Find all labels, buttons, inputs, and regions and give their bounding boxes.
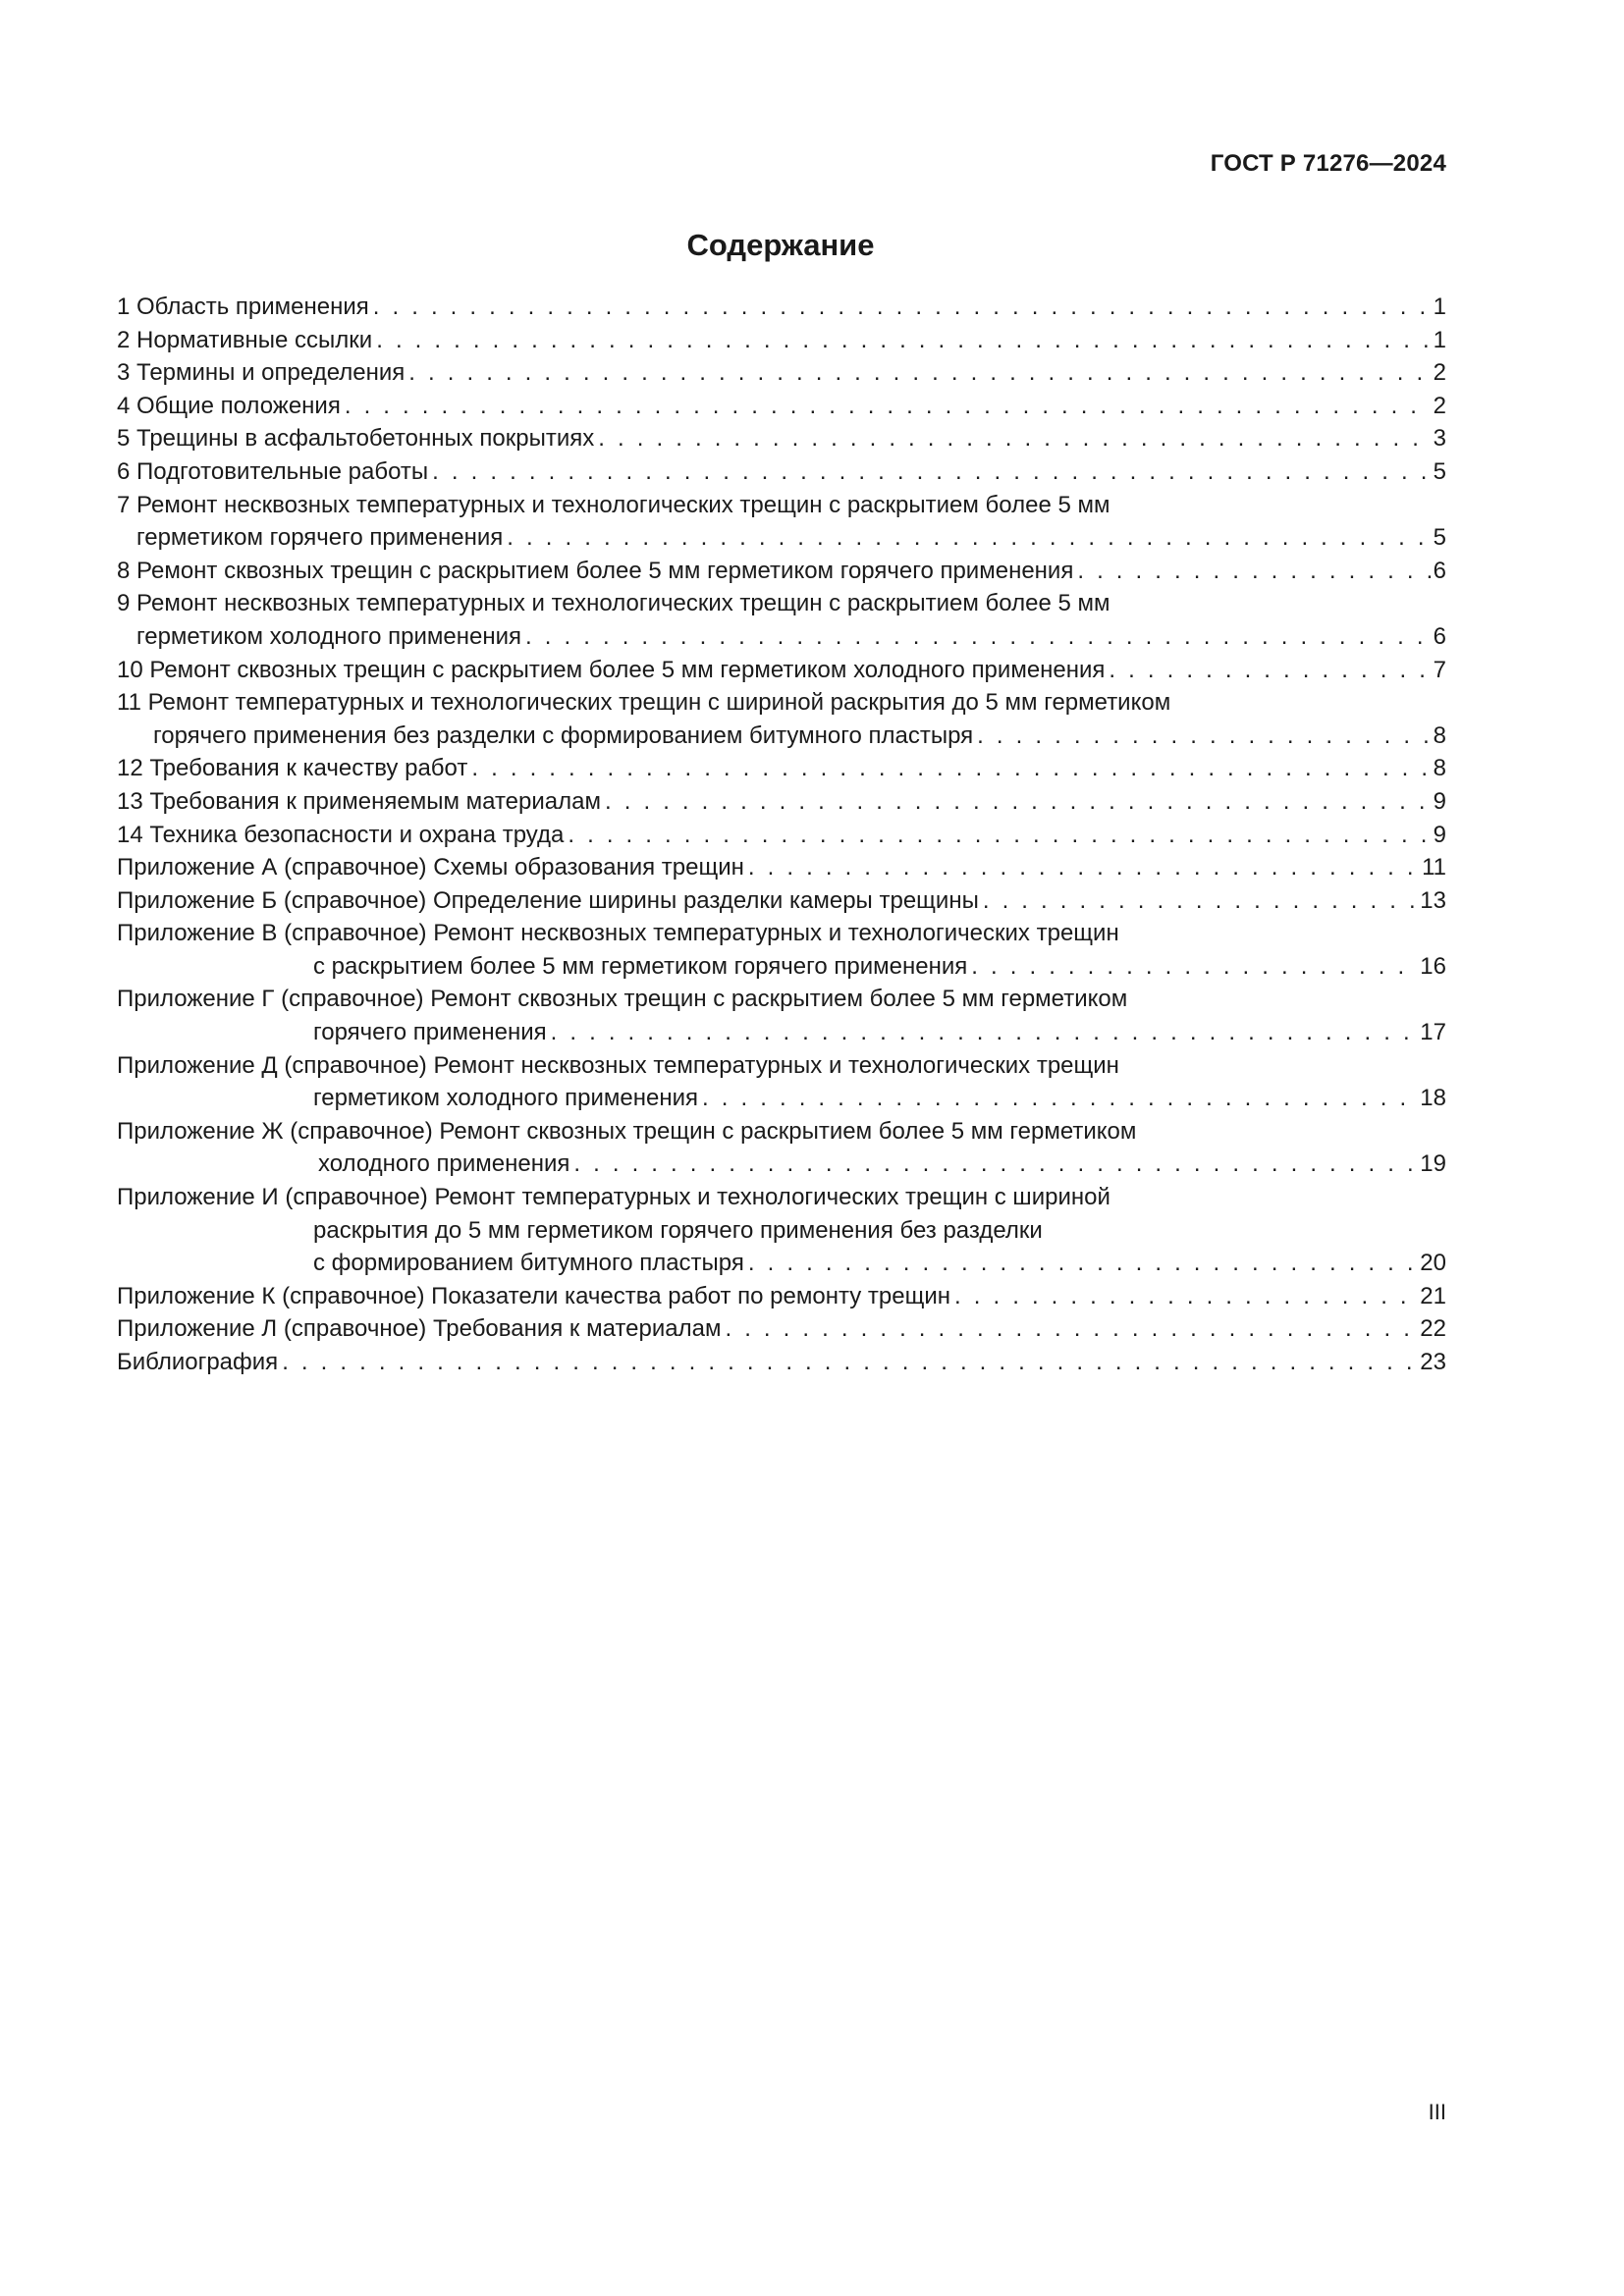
dot-leader [278, 1346, 1418, 1379]
toc-page-number: 19 [1420, 1150, 1446, 1178]
toc-page-number: 23 [1420, 1349, 1446, 1375]
toc-page-number: 17 [1420, 1019, 1446, 1046]
toc-page-number: 1 [1433, 294, 1446, 320]
toc-entry-3[interactable] [117, 356, 1446, 390]
toc-entry-text: 13 Требования к применяемым материалам [117, 787, 601, 815]
toc-entry-text: Приложение Б (справочное) Определение ширины разделки камеры трещины [117, 886, 979, 914]
standard-code: ГОСТ Р 71276—2024 [1210, 150, 1446, 177]
toc-entry-appendix-g[interactable] [117, 983, 1446, 1048]
toc-entry-1[interactable] [117, 291, 1446, 324]
toc-entry-text: 5 Трещины в асфальтобетонных покрытиях [117, 425, 595, 453]
dot-leader [594, 422, 1431, 455]
dot-leader [428, 455, 1431, 489]
toc-entry-appendix-b[interactable] [117, 884, 1446, 918]
toc-page-number: 5 [1433, 524, 1446, 552]
toc-entry-7[interactable] [117, 489, 1446, 555]
toc-page-number: 7 [1433, 656, 1446, 683]
toc-entry-text: Приложение Л (справочное) Требования к материалам [117, 1315, 722, 1343]
toc-entry-9[interactable] [117, 587, 1446, 653]
dot-leader [405, 356, 1431, 390]
toc-page-number: 13 [1420, 886, 1446, 914]
toc-page-number: 5 [1433, 457, 1446, 485]
toc-page-number: 6 [1433, 557, 1446, 584]
toc-entry-text: 1 Область применения [117, 294, 369, 320]
toc-page-number: 21 [1420, 1282, 1446, 1309]
toc-entry-text: Приложение И (справочное) Ремонт температурных и технологических трещин с шириной [117, 1184, 1110, 1211]
table-of-contents [117, 291, 1446, 1379]
toc-entry-11[interactable] [117, 686, 1446, 752]
toc-entry-text: 2 Нормативные ссылки [117, 326, 373, 353]
toc-entry-text-continued: холодного применения [318, 1150, 570, 1178]
toc-entry-2[interactable] [117, 324, 1446, 357]
toc-entry-text-continued: горячего применения [313, 1019, 547, 1046]
toc-page-number: 6 [1433, 622, 1446, 650]
page-number: III [1428, 2100, 1446, 2124]
toc-page-number: 18 [1420, 1085, 1446, 1112]
dot-leader [698, 1082, 1418, 1115]
toc-entry-text: Приложение К (справочное) Показатели качества работ по ремонту трещин [117, 1282, 950, 1309]
toc-entry-text: 14 Техника безопасности и охрана труда [117, 821, 565, 848]
dot-leader [721, 1312, 1418, 1346]
toc-entry-4[interactable] [117, 390, 1446, 423]
toc-entry-bibliography[interactable] [117, 1346, 1446, 1379]
page-title: Содержание [686, 228, 875, 262]
toc-entry-14[interactable] [117, 819, 1446, 852]
toc-entry-text: Приложение Д (справочное) Ремонт несквозных температурных и технологических трещин [117, 1051, 1119, 1079]
toc-page-number: 11 [1422, 854, 1446, 881]
dot-leader [521, 620, 1432, 654]
toc-page-number: 8 [1433, 721, 1446, 749]
toc-entry-appendix-v[interactable] [117, 917, 1446, 983]
dot-leader [973, 720, 1432, 753]
toc-entry-text: Приложение А (справочное) Схемы образования трещин [117, 854, 744, 881]
toc-entry-13[interactable] [117, 785, 1446, 819]
toc-page-number: 20 [1420, 1250, 1446, 1277]
toc-entry-text-continued: герметиком холодного применения [136, 622, 522, 650]
dot-leader [979, 884, 1418, 918]
toc-entry-text-continued: с формированием битумного пластыря [313, 1250, 744, 1277]
dot-leader [547, 1016, 1419, 1049]
toc-page-number: 9 [1433, 821, 1446, 848]
dot-leader [950, 1280, 1418, 1313]
toc-entry-text-continued: герметиком горячего применения [136, 524, 504, 552]
dot-leader [503, 521, 1431, 555]
toc-entry-text: 12 Требования к качеству работ [117, 755, 468, 782]
toc-entry-appendix-k[interactable] [117, 1280, 1446, 1313]
dot-leader [467, 752, 1431, 785]
dot-leader [341, 390, 1432, 423]
dot-leader [369, 291, 1432, 324]
toc-entry-appendix-l[interactable] [117, 1312, 1446, 1346]
toc-entry-appendix-a[interactable] [117, 851, 1446, 884]
toc-entry-text: 10 Ремонт сквозных трещин с раскрытием более 5 мм герметиком холодного применения [117, 656, 1106, 683]
toc-page-number: 8 [1433, 755, 1446, 782]
toc-entry-text: Приложение Г (справочное) Ремонт сквозных трещин с раскрытием более 5 мм герметиком [117, 986, 1128, 1013]
toc-entry-text: 9 Ремонт несквозных температурных и технологических трещин с раскрытием более 5 мм [117, 590, 1110, 617]
toc-entry-appendix-d[interactable] [117, 1049, 1446, 1115]
toc-entry-text: 4 Общие положения [117, 392, 341, 419]
toc-entry-8[interactable] [117, 555, 1446, 588]
toc-page-number: 2 [1433, 392, 1446, 419]
toc-page-number: 9 [1433, 787, 1446, 815]
toc-entry-text: Приложение Ж (справочное) Ремонт сквозных трещин с раскрытием более 5 мм герметиком [117, 1117, 1137, 1145]
toc-entry-12[interactable] [117, 752, 1446, 785]
toc-entry-text: 6 Подготовительные работы [117, 457, 429, 485]
toc-entry-text: 11 Ремонт температурных и технологических трещин с шириной раскрытия до 5 мм герметиком [117, 689, 1171, 717]
toc-entry-text: 7 Ремонт несквозных температурных и технологических трещин с раскрытием более 5 мм [117, 491, 1110, 518]
toc-page-number: 3 [1433, 425, 1446, 453]
toc-entry-text-continued: раскрытия до 5 мм герметиком горячего применения без разделки [313, 1216, 1043, 1244]
toc-entry-10[interactable] [117, 654, 1446, 687]
dot-leader [744, 1247, 1418, 1280]
toc-entry-appendix-zh[interactable] [117, 1115, 1446, 1181]
dot-leader [601, 785, 1432, 819]
dot-leader [372, 324, 1431, 357]
dot-leader [569, 1148, 1418, 1181]
dot-leader [744, 851, 1420, 884]
dot-leader [1073, 555, 1431, 588]
toc-entry-text-continued: с раскрытием более 5 мм герметиком горячего применения [313, 952, 968, 980]
toc-entry-text: Библиография [117, 1349, 279, 1375]
toc-entry-text: Приложение В (справочное) Ремонт несквозных температурных и технологических трещин [117, 920, 1119, 947]
dot-leader [967, 950, 1418, 984]
toc-page-number: 1 [1433, 326, 1446, 353]
toc-entry-appendix-i[interactable] [117, 1181, 1446, 1280]
toc-entry-text-continued: горячего применения без разделки с формированием битумного пластыря [153, 721, 974, 749]
dot-leader [1105, 654, 1431, 687]
toc-page-number: 16 [1420, 952, 1446, 980]
toc-page-number: 22 [1420, 1315, 1446, 1343]
dot-leader [564, 819, 1431, 852]
toc-entry-6[interactable] [117, 455, 1446, 489]
toc-entry-text: 3 Термины и определения [117, 359, 406, 387]
toc-entry-text: 8 Ремонт сквозных трещин с раскрытием более 5 мм герметиком горячего применения [117, 557, 1074, 584]
toc-entry-text-continued: герметиком холодного применения [313, 1085, 699, 1112]
toc-page-number: 2 [1433, 359, 1446, 387]
toc-entry-5[interactable] [117, 422, 1446, 455]
